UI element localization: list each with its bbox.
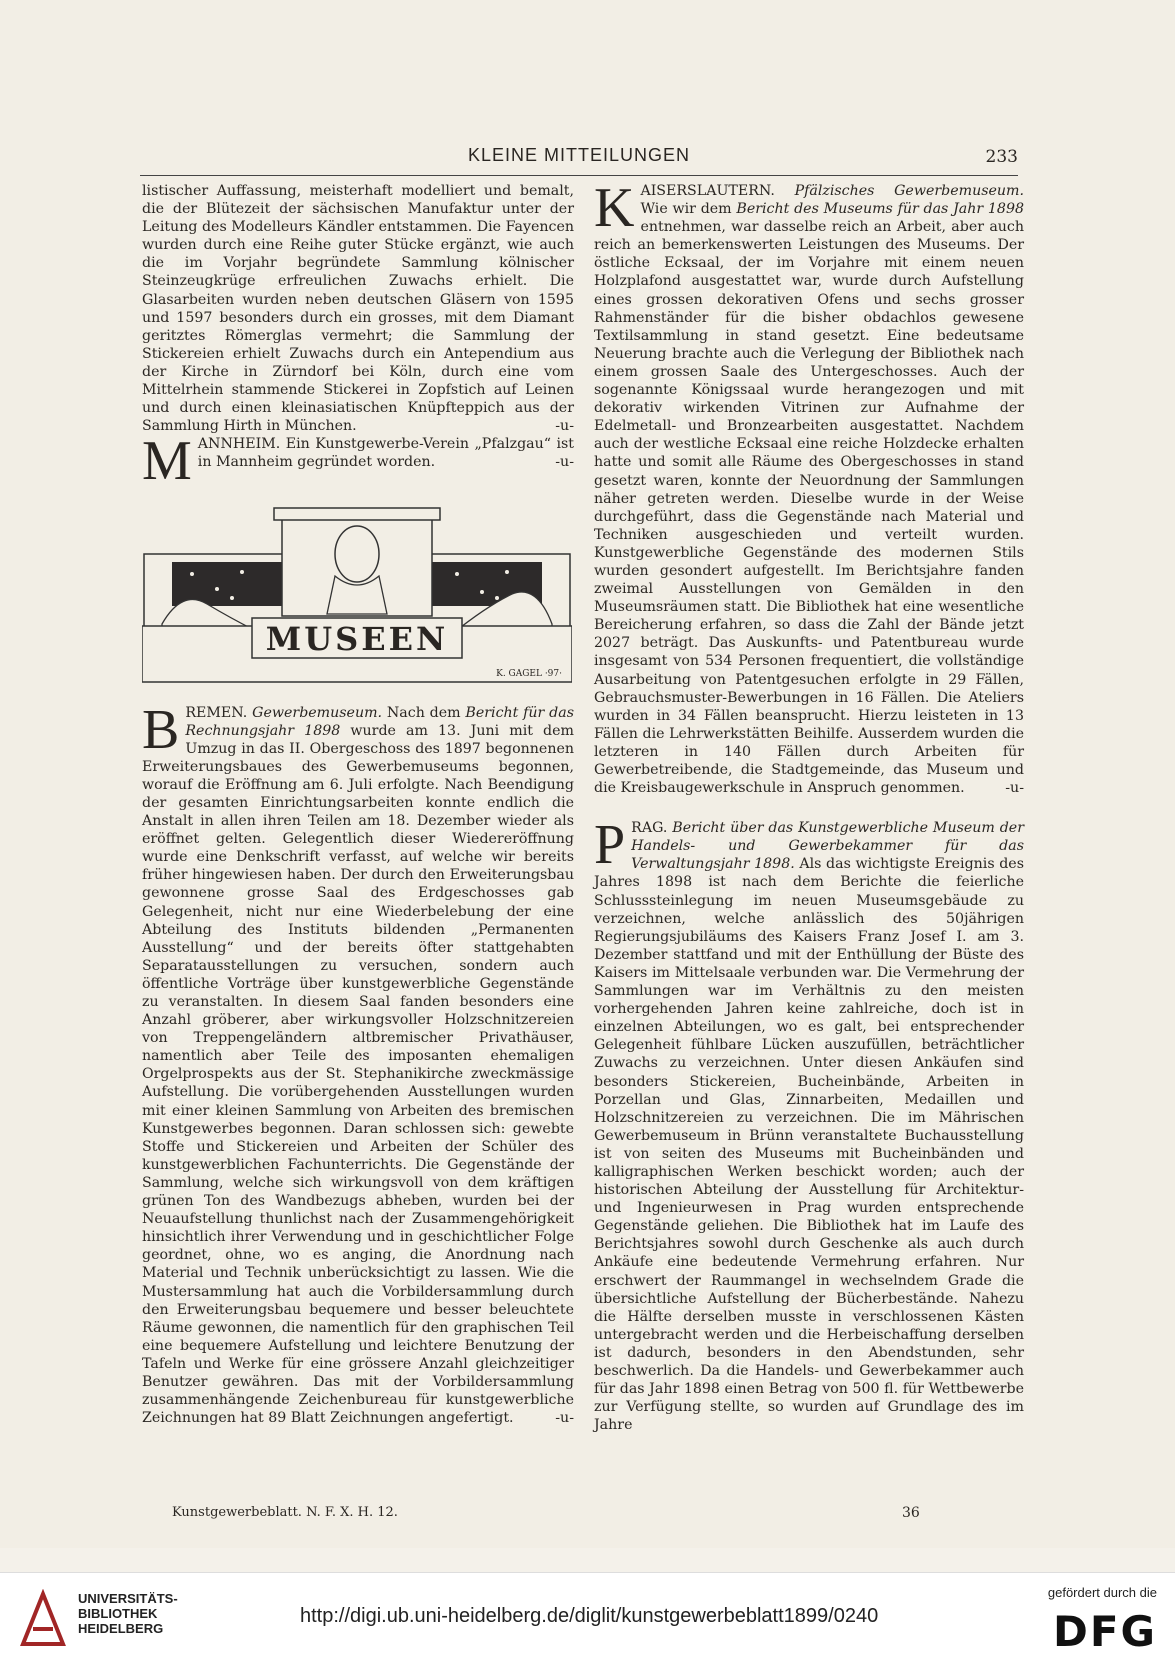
journal-citation: Kunstgewerbeblatt. N. F. X. H. 12. [172, 1505, 398, 1520]
section-heading: ANNHEIM. [197, 436, 281, 453]
author-signature: -u- [1005, 780, 1024, 797]
viewer-footer-bar [0, 1572, 1175, 1664]
drop-cap: B [142, 698, 180, 761]
right-column [594, 177, 1025, 1434]
section-heading: REMEN. [185, 704, 248, 721]
author-signature: -u- [555, 1410, 574, 1427]
banner-svg [142, 494, 572, 684]
left-column [142, 182, 574, 1427]
article-prag: PRAG. Bericht über das Kunstgewerbliche Museum der Handels- und Gewerbekammer für das Verwaltungsjahr 1898. Als das wichtigste Ereignis des Jahres 1898 ist nach dem Berichte die feierliche Schlusssteinlegung im neuen Museumsgebäude zu verzeichnen, welche anlässlich des 50jährigen Regierungsjubiläums des Kaisers Franz Josef I. am 3. Dezember stattfand und mit der Enthüllung der Büste des Kaisers im Mittelsaale verbunden war. Die Vermehrung der Sammlungen war im Verhältnis zu den meisten vorhergehenden Jahren keine zahlreiche, doch ist in einzelnen Abteilungen, wo es galt, bei entsprechender Gelegenheit fühlbare Lücken auszufüllen, beträchtlicher Zuwachs zu verzeichnen. Unter diesen Ankäufen sind besonders Stickereien, Bucheinbände, Arbeiten in Porzellan und Glas, Zinnarbeiten, Medaillen und Holzschnitzereien zu verzeichnen. Die im Mährischen Gewerbemuseum in Brünn veranstaltete Buchausstellung ist von seiten des Museums mit Bucheinbänden und kalligraphischen Werken beschickt worden; auch der historischen Abteilung der Ausstellung für Architektur- und Ingenieurwesen in Prag wurden entsprechende Gegenstände geliehen. Die Bibliothek hat im Laufe des Berichtsjahres sowohl durch Geschenke als auch durch Ankäufe eine bedeutende Vermehrung erfahren. Nur erschwert der Raummangel in wechselndem Grade die übersichtliche Aufstellung der Bücherbestände. Nahezu die Hälfte derselben musste in verschlossenen Kästen untergebracht werden und die Herbeischaffung derselben ist dadurch, besonders in den Abendstunden, sehr beschwerlich. Da die Handels- und Gewerbekammer auch für das Jahr 1898 einen Betrag von 500 fl. für Wettbewerbe zur Verfügung stellte, so wurden auf Grundlage des im Jahre [594, 814, 1024, 1434]
article-bremen: BREMEN. Gewerbemuseum. Nach dem Bericht für das Rechnungsjahr 1898 wurde am 13. Juni mit dem Umzug in das II. Obergeschoss des 1897 begonnenen Erweiterungsbaues des Gewerbemuseums begonnen, worauf die Eröffnung am 6. Juli erfolgte. Nach Beendigung der gesamten Einrichtungsarbeiten konnte endlich die Anstalt in allen ihren Teilen am 18. Dezember wieder als eröffnet gelten. Gelegentlich dieser Wiedereröffnung wurde eine Denkschrift verfasst, auf welche wir bereits früher hingewiesen haben. Der durch den Erweiterungsbau gewonnene grosse Saal des Erdgeschosses gab Gelegenheit, nicht nur eine Wiederbelebung der eine Abteilung des Instituts bildenden „Permanenten Ausstellung“ und der bereits öfter stattgehabten Separatausstellungen zu versuchen, sondern auch öffentliche Vorträge über kunstgewerbliche Gegenstände zu veranstalten. In diesem Saal fanden besonders eine Anzahl gröberer, aber wirkungsvoller Holzschnitzereien von Treppengeländern altbremischer Privathäuser, namentlich aber Teile des imposanten ehemaligen Orgelprospekts aus der St. Stephanikirche zweckmässige Aufstellung. Die vorübergehenden Ausstellungen wurden mit einer kleinen Sammlung von Arbeiten des bremischen Kunstgewerbes begonnen. Daran schlossen sich: gewebte Stoffe und Stickereien und Arbeiten der Schüler des kunstgewerblichen Fachunterrichts. Die Gegenstände der Sammlung, welche sich wirkungsvoll von dem kräftigen grünen Ton des Wandbezugs abheben, wurden bei der Neuaufstellung thunlichst nach der Zusammengehörigkeit hinsichtlich ihrer Verwendung und in geschichtlicher Folge geordnet, ohne, wo es anging, die Anordnung nach Material und Technik unberücksichtigt zu lassen. Wie die Mustersammlung hat auch die Vorbildersammlung durch den Erweiterungsbau bequemere und besser beleuchtete Räume gewonnen, die namentlich für den graphischen Teil eine bequemere Aufstellung und leichtere Benutzung der Tafeln und Werke für eine grössere Anzahl gleichzeitiger Benutzer gewähren. Das mit der Vorbildersammlung zusammenhängende Zeichenbureau für kunstgewerbliche Zeichnungen hat 89 Blatt Zeichnungen angefertigt. -u- [142, 698, 574, 1427]
article-mannheim: MANNHEIM. Ein Kunstgewerbe-Verein „Pfalzgau“ ist in Mannheim gegründet worden. -u- [142, 430, 574, 493]
section-heading: AISERSLAUTERN. [640, 183, 775, 199]
author-signature: -u- [555, 418, 574, 435]
permalink-url[interactable]: http://digi.ub.uni-heidelberg.de/diglit/kunstgewerbeblatt1899/0240 [300, 1605, 879, 1627]
running-head: KLEINE MITTEILUNGEN [467, 145, 691, 165]
article-kaiserslautern: KAISERSLAUTERN. Pfälzisches Gewerbemuseum. Wie wir dem Bericht des Museums für das Jahr 1898 entnehmen, war dasselbe reich an Arbeit, aber auch reich an bemerkenswerten Leistungen des Museums. Der östliche Ecksaal, der im Vorjahre mit einem neuen Holzplafond ausgestattet war, wurde durch Aufstellung eines grossen dekorativen Ofens und sechs grosser Rahmenständer für die bisher obdachlos gewesene Textilsammlung in stand gesetzt. Eine bedeutsame Neuerung brachte auch die Verlegung der Bibliothek nach einem grossen Saale des Untergeschosses. Auch der sogenannte Königssaal wurde herangezogen und mit dekorativ wirkenden Vitrinen zur Aufnahme der Edelmetall- und Bronzearbeiten ausgestattet. Nachdem auch der westliche Ecksaal eine reiche Holzdecke erhalten hatte und somit alle Räume des Obergeschosses in stand gesetzt waren, konnte der Neuordnung der Sammlungen näher getreten werden. Dieselbe wurde in der Weise durchgeführt, dass die Gegenstände nach Material und Techniken ausgeschieden und verteilt wurden. Kunstgewerbliche Gegenstände des modernen Stils wurden gesondert aufgestellt. Im Berichtsjahre fanden zweimal Ausstellungen von Gemälden in den Museumsräumen statt. Die Bibliothek hat eine wesentliche Bereicherung erfahren, so dass die Zahl der Bände jetzt 2027 beträgt. Das Auskunfts- und Patentbureau wurde insgesamt von 534 Personen frequentiert, die vollständige Ausarbeitung von Patentgesuchen erfolgte in 29 Fällen, Gebrauchsmuster-Bewerbungen in 16 Fällen. Die Ateliers wurden in 34 Fällen beansprucht. Hierzu leisteten in 13 Fällen die Lehrwerkstätten Beihilfe. Ausserdem wurden die letzteren in 140 Fällen durch Arbeiten für Gewerbetreibende, die Stadtgemeinde, das Museum und die Kreisbaugewerkschule in Anspruch genommen. -u- [594, 177, 1025, 797]
page-number: 233 [985, 147, 1018, 167]
sheet-number: 36 [902, 1505, 920, 1521]
article-continuation: listischer Auffassung, meisterhaft modelliert und bemalt, die der Blütezeit der sächsischen Manufaktur unter der Leitung des Modelleurs Kändler entstammen. Die Fayencen wurden durch eine Reihe guter Stücke ergänzt, wie auch die im Vorjahr begründete Sammlung kölnischer Steinzeugkrüge erfreulichen Zuwachs erhielt. Die Glasarbeiten wurden neben deutschen Gläsern von 1595 und 1597 besonders durch ein grosses, mit dem Diamant geritztes Römerglas vermehrt; die Sammlung der Stickereien erhielt Zuwachs durch ein Antependium aus der Kirche in Zürndorf bei Köln, durch eine vom Mittelrhein stammende Stickerei in Zopfstich auf Leinen und durch einen kleinasiatischen Knüpfteppich aus der Sammlung Hirth in München. -u- [142, 183, 574, 435]
funding-note: gefördert durch die [1047, 1585, 1157, 1600]
drop-cap: K [594, 177, 635, 239]
banner-title: MUSEEN [265, 619, 449, 658]
drop-cap: P [594, 814, 626, 877]
banner-signature: K. GAGEL ·97· [496, 668, 562, 679]
library-name[interactable]: UNIVERSITÄTS- BIBLIOTHEK HEIDELBERG [78, 1591, 178, 1636]
museen-banner-illustration [142, 494, 572, 684]
drop-cap: M [142, 430, 192, 493]
ub-heidelberg-logo-icon[interactable] [18, 1589, 68, 1649]
dfg-logo[interactable]: DFG [1052, 1607, 1157, 1656]
section-heading: RAG. [631, 820, 668, 837]
page-header [140, 145, 1018, 176]
author-signature: -u- [555, 454, 574, 471]
